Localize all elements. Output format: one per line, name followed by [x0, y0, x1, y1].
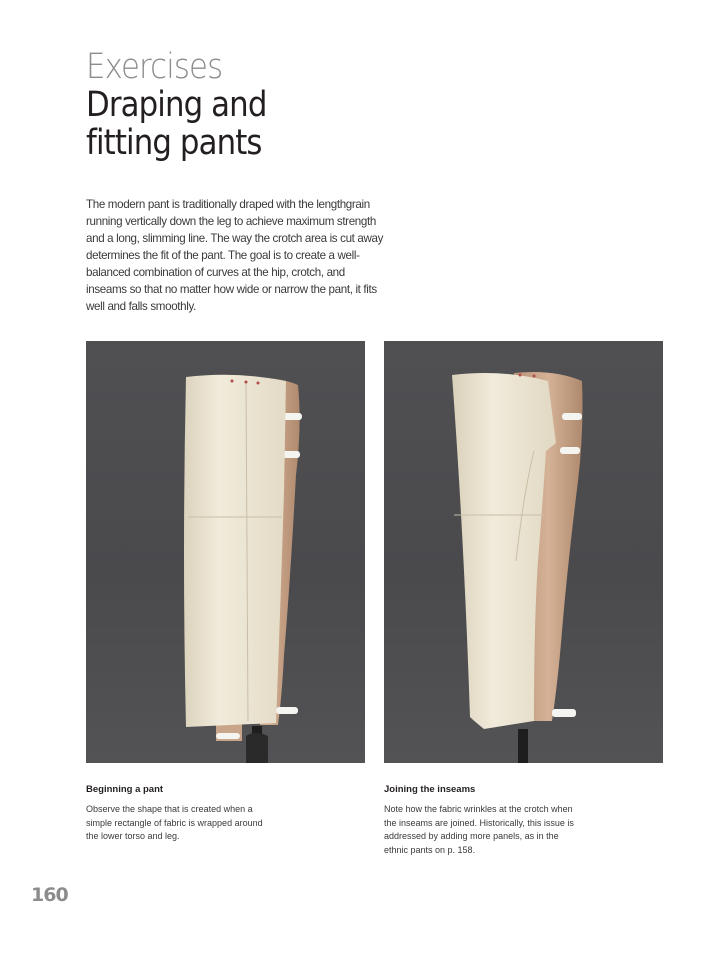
title-line-1: Draping and	[86, 85, 267, 125]
page-title	[86, 86, 266, 162]
caption-text-joining: Note how the fabric wrinkles at the crotch when the inseams are joined. Historically, this issue is addressed by adding more panels, as in the ethnic pants on p. 158.	[384, 804, 574, 855]
caption-title-beginning: Beginning a pant	[86, 784, 164, 795]
dress-form-illustration	[384, 341, 663, 763]
caption-text-beginning: Observe the shape that is created when a simple rectangle of fabric is wrapped around the lower torso and leg.	[86, 804, 263, 841]
section-label: Exercises	[86, 47, 223, 87]
page-number: 160	[31, 884, 68, 906]
intro-paragraph: The modern pant is traditionally draped with the lengthgrain running vertically down the leg to achieve maximum strength and a long, slimming line. The way the crotch area is cut away determines the fit of the pant. The goal is to create a well-balanced combination of curves at the hip, crotch, and inseams so that no matter how wide or narrow the pant, it fits well and falls smoothly.	[86, 198, 384, 313]
title-line-2: fitting pants	[86, 123, 262, 163]
photo-beginning-a-pant	[86, 341, 365, 763]
caption-title-joining: Joining the inseams	[384, 784, 476, 795]
dress-form-illustration	[86, 341, 365, 763]
photo-joining-the-inseams	[384, 341, 663, 763]
